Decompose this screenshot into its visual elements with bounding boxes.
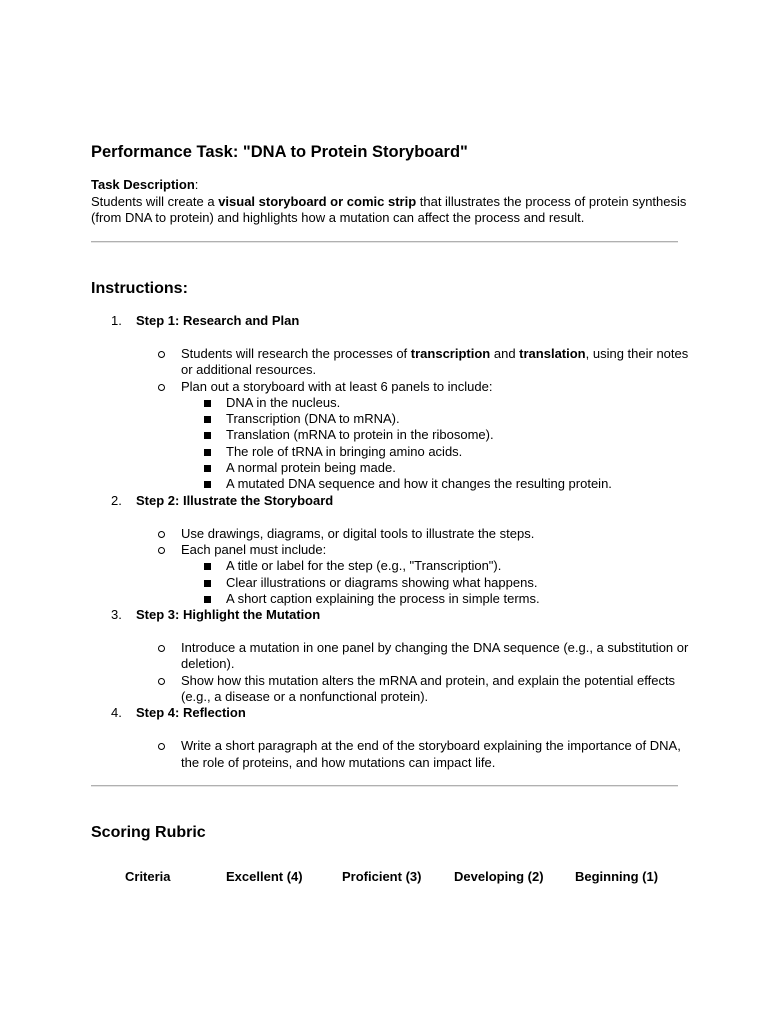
square-bullet-icon xyxy=(204,416,211,423)
task-description-text-after: that illustrates the process of protein synthesis (from DNA to protein) and highlights how a mutation can affect the process and result. xyxy=(91,193,687,225)
circle-bullet-icon xyxy=(158,743,165,750)
square-item-text: The role of tRNA in bringing amino acids. xyxy=(226,443,463,459)
task-description-bold: visual storyboard or comic strip xyxy=(218,193,417,209)
task-description-text-before: Students will create a xyxy=(91,193,219,209)
step-4-heading xyxy=(91,705,691,722)
sub-item xyxy=(91,542,691,558)
circle-bullet-icon xyxy=(158,531,165,538)
circle-bullet-icon xyxy=(158,645,165,652)
sub-item xyxy=(91,738,691,771)
step-number: 2. xyxy=(111,492,122,508)
step-1 xyxy=(91,313,691,493)
rubric-heading: Scoring Rubric xyxy=(91,824,206,841)
step-4-sublist xyxy=(91,738,691,771)
document-title: Performance Task: "DNA to Protein Storyboard" xyxy=(91,143,468,161)
square-item-text: A mutated DNA sequence and how it changes the resulting protein. xyxy=(226,476,612,492)
sub-item-text: Write a short paragraph at the end of the storyboard explaining the importance of DNA, the role of proteins, and how mutations can impact life. xyxy=(181,738,681,770)
sub-item-text: Use drawings, diagrams, or digital tools to illustrate the steps. xyxy=(181,525,535,541)
square-item-text: DNA in the nucleus. xyxy=(226,394,341,410)
rubric-column-beginning: Beginning (1) xyxy=(575,869,659,884)
circle-bullet-icon xyxy=(158,678,165,685)
step-1-heading xyxy=(91,313,691,330)
square-item xyxy=(91,411,691,427)
rubric-column-developing: Developing (2) xyxy=(454,869,544,884)
step-1-sublist xyxy=(91,346,691,493)
step-title: Step 1: Research and Plan xyxy=(136,313,300,328)
square-bullet-icon xyxy=(204,400,211,407)
sub-item-text: and xyxy=(490,346,520,361)
square-item-text: A short caption explaining the process in simple terms. xyxy=(226,590,540,606)
sub-item xyxy=(91,673,691,706)
step-3-sublist xyxy=(91,640,691,705)
square-item-text: A title or label for the step (e.g., "Transcription"). xyxy=(226,558,502,574)
task-description-colon: : xyxy=(194,177,199,192)
square-item-text: Clear illustrations or diagrams showing what happens. xyxy=(226,574,538,590)
instructions-list xyxy=(91,313,691,771)
square-bullet-icon xyxy=(204,481,211,488)
square-bullet-icon xyxy=(204,432,211,439)
sub-item-text: Show how this mutation alters the mRNA and protein, and explain the potential effects (e.g., a disease or a nonfunctional protein). xyxy=(181,672,676,705)
square-item xyxy=(91,591,691,607)
sub-item-bold: transcription xyxy=(410,346,491,361)
square-item xyxy=(91,395,691,411)
sub-item xyxy=(91,346,691,379)
circle-bullet-icon xyxy=(158,547,165,554)
square-item xyxy=(91,460,691,476)
step-4 xyxy=(91,705,691,771)
square-item xyxy=(91,476,691,492)
circle-bullet-icon xyxy=(158,384,165,391)
sub-item-text: Plan out a storyboard with at least 6 panels to include: xyxy=(181,378,493,394)
circle-bullet-icon xyxy=(158,351,165,358)
square-item-text: Transcription (DNA to mRNA). xyxy=(226,411,400,427)
task-description-label: Task Description xyxy=(91,177,195,192)
sub-item-text: Each panel must include: xyxy=(181,541,327,557)
step-2-sublist xyxy=(91,526,691,607)
square-bullet-icon xyxy=(204,563,211,570)
step-number: 1. xyxy=(111,313,122,328)
instructions-heading: Instructions: xyxy=(91,280,188,297)
step-title: Step 3: Highlight the Mutation xyxy=(136,607,321,623)
step-title: Step 4: Reflection xyxy=(136,705,246,721)
step-3-heading xyxy=(91,607,691,624)
sub-item xyxy=(91,379,691,395)
square-item xyxy=(91,444,691,460)
step-title: Step 2: Illustrate the Storyboard xyxy=(136,492,334,508)
square-item-text: A normal protein being made. xyxy=(226,460,396,476)
square-bullet-icon xyxy=(204,449,211,456)
square-item-text: Translation (mRNA to protein in the ribosome). xyxy=(226,427,494,443)
square-bullet-icon xyxy=(204,580,211,587)
step-3 xyxy=(91,607,691,705)
rubric-column-proficient: Proficient (3) xyxy=(342,869,422,884)
step-number: 3. xyxy=(111,607,122,623)
sub-item-text: Introduce a mutation in one panel by changing the DNA sequence (e.g., a substitution or deletion). xyxy=(181,640,689,672)
step-2 xyxy=(91,493,691,607)
sub-item-text: Students will research the processes of xyxy=(181,346,411,361)
sub-item xyxy=(91,640,691,673)
square-bullet-icon xyxy=(204,596,211,603)
rubric-column-criteria: Criteria xyxy=(125,869,171,884)
step-number: 4. xyxy=(111,705,122,721)
task-description xyxy=(91,177,691,227)
sub-item-text: , using their notes or additional resources. xyxy=(181,346,689,378)
square-item xyxy=(91,427,691,443)
sub-item-bold: translation xyxy=(519,346,586,361)
square-item xyxy=(91,575,691,591)
horizontal-rule xyxy=(91,241,678,243)
step-2-heading xyxy=(91,493,691,510)
sub-item xyxy=(91,526,691,542)
horizontal-rule xyxy=(91,785,678,787)
square-item xyxy=(91,558,691,574)
square-bullet-icon xyxy=(204,465,211,472)
rubric-column-excellent: Excellent (4) xyxy=(226,869,303,884)
